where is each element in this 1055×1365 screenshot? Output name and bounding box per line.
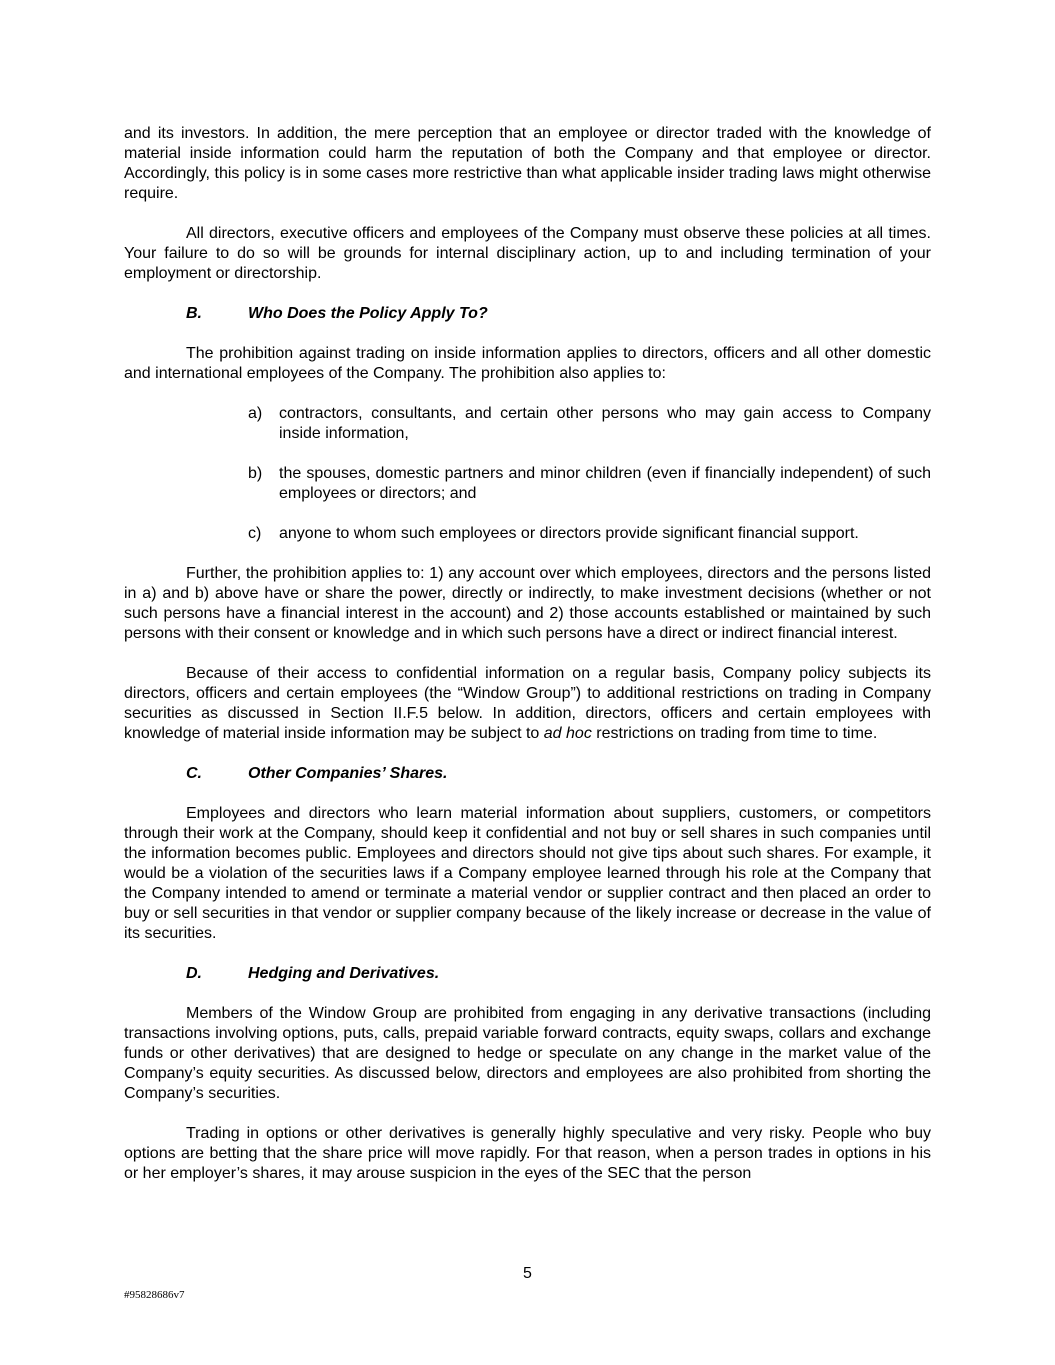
applies-to-list	[248, 404, 931, 544]
paragraph	[124, 664, 931, 744]
section-heading-c	[186, 764, 931, 784]
section-title: Other Companies’ Shares.	[248, 765, 448, 782]
document-body	[124, 124, 931, 1204]
page-number: 5	[523, 1265, 532, 1282]
paragraph: The prohibition against trading on inside information applies to directors, officers and all other domestic and international employees of the Company. The prohibition also applies to:	[124, 345, 931, 382]
paragraph: Employees and directors who learn material information about suppliers, customers, or competitors through their work at the Company, should keep it confidential and not buy or sell shares in such companies until the information becomes public. Employees and directors should not give tips about such shares. For example, it would be a violation of the securities laws if a Company employee learned through his role at the Company that the Company intended to amend or terminate a material vendor or supplier contract and then placed an order to buy or sell securities in that vendor or supplier company because of the likely increase or decrease in the value of its securities.	[124, 805, 931, 942]
section-title: Who Does the Policy Apply To?	[248, 305, 488, 322]
list-item	[248, 464, 931, 504]
document-id: #95828686v7	[124, 1289, 185, 1301]
paragraph-text: Because of their access to confidential information on a regular basis, Company policy subjects its directors, officers and certain employees (the “Window Group”) to additional restrictions on trading in Company securities as discussed in Section II.F.5 below. In addition, directors, officers and certain employees with knowledge of material inside information may be subject to	[124, 665, 931, 742]
paragraph-text: restrictions on trading from time to time.	[591, 725, 878, 742]
list-item-text: anyone to whom such employees or directors provide significant financial support.	[279, 525, 859, 542]
list-marker: c)	[248, 525, 262, 542]
italic-term: ad hoc	[543, 725, 592, 742]
section-letter: D.	[186, 965, 202, 982]
paragraph: All directors, executive officers and employees of the Company must observe these policies at all times. Your failure to do so will be grounds for internal disciplinary action, up to and including termination of your employment or directorship.	[124, 225, 931, 282]
list-item	[248, 404, 931, 444]
section-letter: B.	[186, 305, 202, 322]
section-title: Hedging and Derivatives.	[248, 965, 440, 982]
section-heading-d	[186, 964, 931, 984]
paragraph: and its investors. In addition, the mere perception that an employee or director traded with the knowledge of material inside information could harm the reputation of both the Company and that employee or director. Accordingly, this policy is in some cases more restrictive than what applicable insider trading laws might otherwise require.	[124, 125, 931, 202]
paragraph: Members of the Window Group are prohibited from engaging in any derivative transactions (including transactions involving options, puts, calls, prepaid variable forward contracts, equity swaps, collars and exchange funds or other derivatives) that are designed to hedge or speculate on any change in the market value of the Company’s equity securities. As discussed below, directors and employees are also prohibited from shorting the Company’s securities.	[124, 1005, 931, 1102]
list-item-text: the spouses, domestic partners and minor children (even if financially independent) of such employees or directors; and	[279, 465, 931, 502]
section-letter: C.	[186, 765, 202, 782]
list-item	[248, 524, 931, 544]
paragraph: Trading in options or other derivatives is generally highly speculative and very risky. People who buy options are betting that the share price will move rapidly. For that reason, when a person trades in options in his or her employer’s shares, it may arouse suspicion in the eyes of the SEC that the person	[124, 1125, 931, 1182]
list-item-text: contractors, consultants, and certain other persons who may gain access to Company inside information,	[279, 405, 931, 442]
list-marker: b)	[248, 465, 263, 482]
section-heading-b	[186, 304, 931, 324]
list-marker: a)	[248, 405, 263, 422]
paragraph: Further, the prohibition applies to: 1) any account over which employees, directors and the persons listed in a) and b) above have or share the power, directly or indirectly, to make investment decisions (whether or not such persons have a financial interest in the account) and 2) those accounts established or maintained by such persons with their consent or knowledge and in which such persons have a direct or indirect financial interest.	[124, 565, 931, 642]
